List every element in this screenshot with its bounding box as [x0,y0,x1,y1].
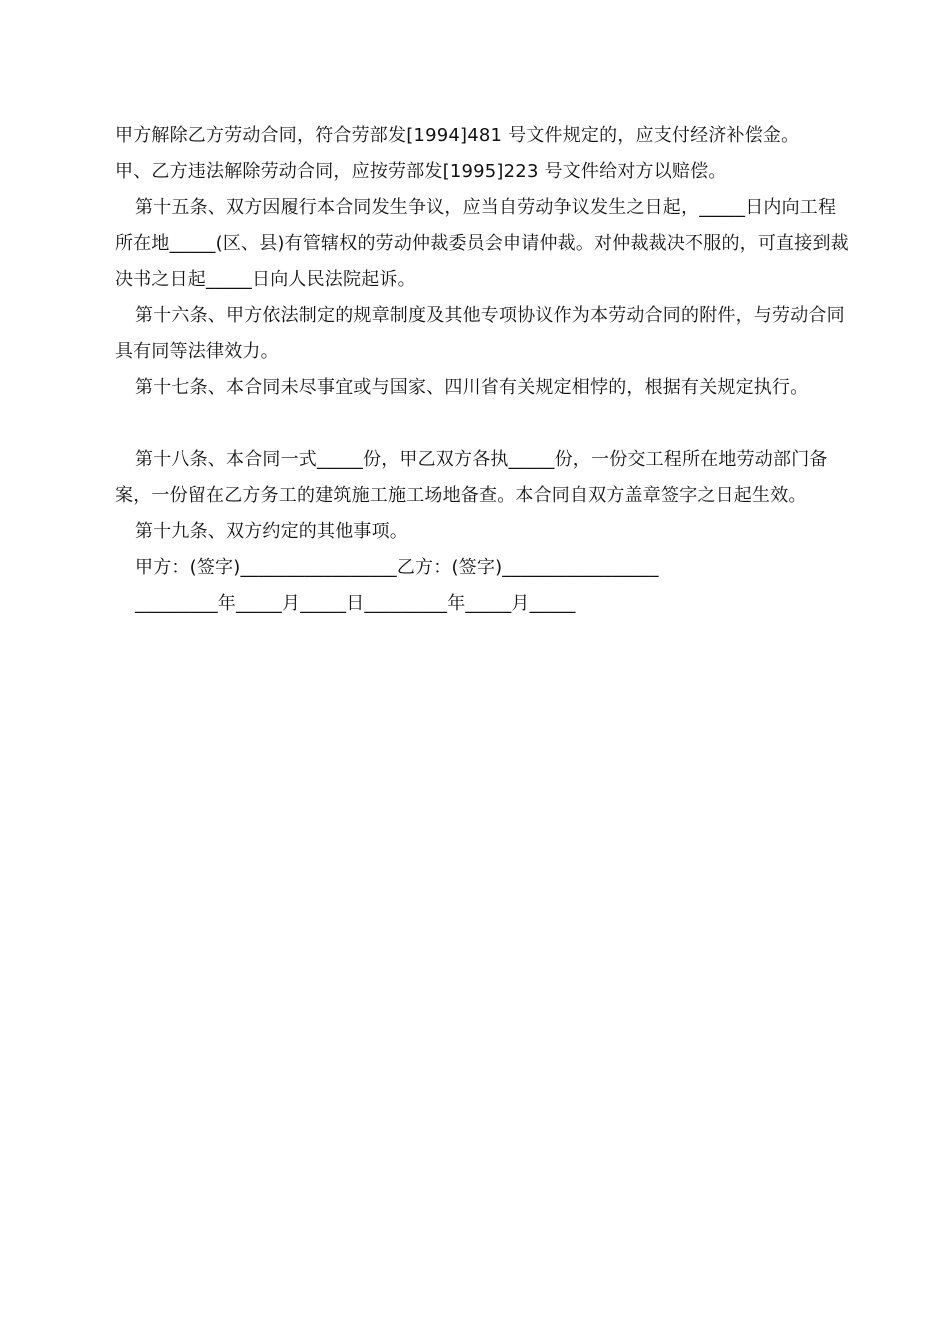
illegal-termination-clause: 甲、乙方违法解除劳动合同，应按劳部发[1995]223 号文件给对方以赔偿。 [115,161,727,182]
contract-body [115,118,850,622]
article-15-dispute: 第十五条、双方因履行本合同发生争议，应当自劳动争议发生之日起，_____日内向工程所在地_____(区、县)有管辖权的劳动仲裁委员会申请仲裁。对仲裁裁决不服的，可直接到裁决书之日起_____日向人民法院起诉。 [115,197,849,290]
article-19-other: 第十九条、双方约定的其他事项。 [135,521,408,542]
signature-line: 甲方：(签字)_________________乙方：(签字)_________________ [135,557,659,578]
date-line: _________年_____月_____日_________年_____月_____ [135,593,576,614]
compensation-clause: 甲方解除乙方劳动合同，符合劳部发[1994]481 号文件规定的，应支付经济补偿金。 [115,125,800,146]
paragraph-spacer [115,406,850,442]
article-17-unspecified: 第十七条、本合同未尽事宜或与国家、四川省有关规定相悖的，根据有关规定执行。 [135,377,809,398]
article-18-copies: 第十八条、本合同一式_____份，甲乙双方各执_____份，一份交工程所在地劳动部门备案，一份留在乙方务工的建筑施工施工场地备查。本合同自双方盖章签字之日起生效。 [115,449,828,506]
article-16-rules: 第十六条、甲方依法制定的规章制度及其他专项协议作为本劳动合同的附件，与劳动合同具有同等法律效力。 [115,305,845,362]
